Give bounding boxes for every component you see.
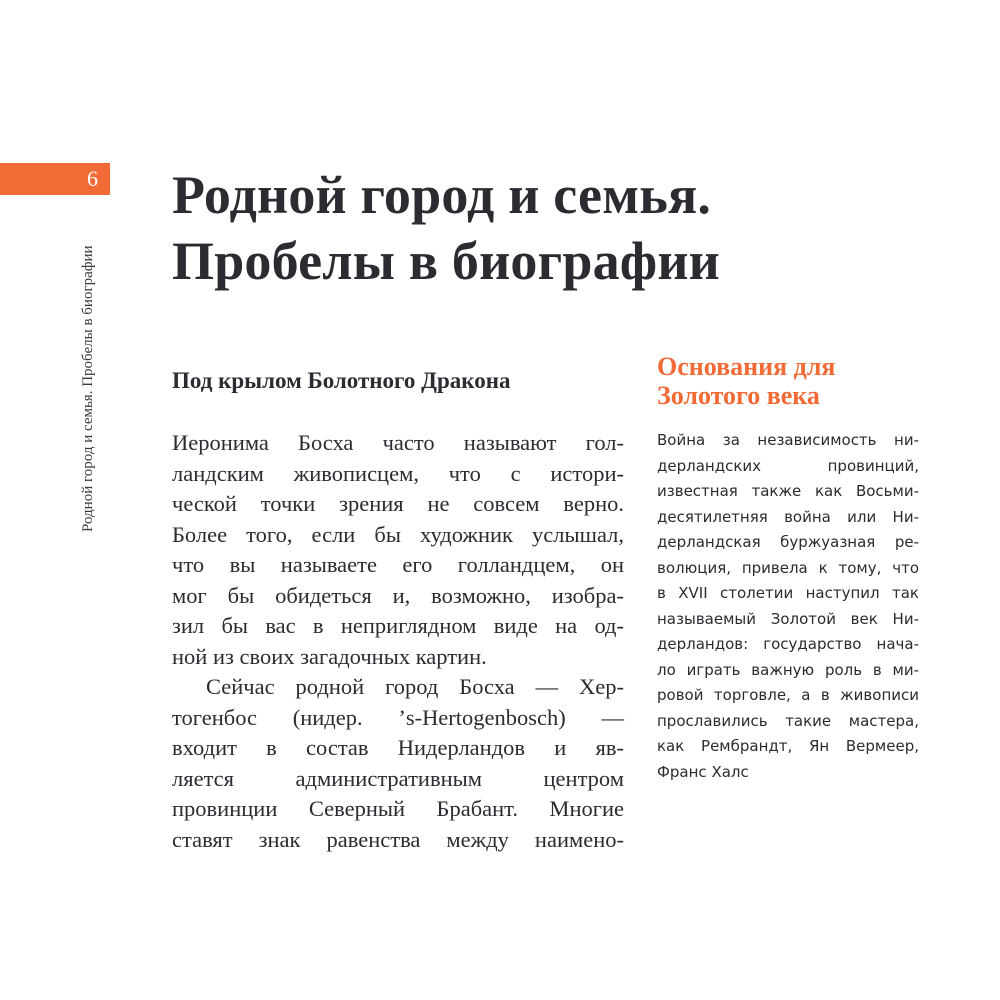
body-line: ной из своих загадочных картин. <box>172 643 487 669</box>
sidebar-line: прославились такие мастера, <box>657 711 919 730</box>
sidebar-heading <box>657 352 927 410</box>
main-body-text <box>172 428 624 855</box>
sidebar-line: ло играть важную роль в ми- <box>657 660 919 679</box>
sidebar-line: называемый Золотой век Ни- <box>657 609 919 628</box>
body-line: мог бы обидеться и, возможно, изобра- <box>172 582 624 608</box>
sidebar-line: дерландская буржуазная ре- <box>657 533 919 551</box>
section-heading: Под крылом Болотного Дракона <box>172 368 511 393</box>
sidebar-line: дерландских провинций, <box>657 456 919 475</box>
sidebar-heading-line-2: Золотого века <box>657 381 820 410</box>
page-title-line-2: Пробелы в биографии <box>172 231 720 291</box>
sidebar-body-text <box>657 428 919 785</box>
body-line: что вы называете его голландцем, он <box>172 552 624 577</box>
body-line: Иеронима Босха часто называют гол- <box>172 430 624 455</box>
sidebar-line: Война за независимость ни- <box>657 431 919 449</box>
body-line: входит в состав Нидерландов и яв- <box>172 735 624 760</box>
body-line: ческой точки зрения не совсем верно. <box>172 491 624 516</box>
page-title-line-1: Родной город и семья. <box>172 165 712 225</box>
body-line: Сейчас родной город Босха — Хер- <box>206 674 624 699</box>
sidebar-line: в XVII столетии наступил так <box>657 584 919 602</box>
page-number: 6 <box>87 166 98 191</box>
running-head: Родной город и семья. Пробелы в биографии <box>80 245 96 532</box>
page-number-tab <box>0 163 110 195</box>
sidebar-line: дерландов: государство нача- <box>657 635 919 653</box>
body-line: ставят знак равенства между наимено- <box>172 826 624 852</box>
sidebar-line: ровой торговле, а в живописи <box>657 686 919 704</box>
sidebar-line: волюция, привела к тому, что <box>657 558 919 577</box>
sidebar-heading-line-1: Основания для <box>657 352 836 381</box>
body-line: ляется административным центром <box>172 765 624 791</box>
body-line: Более того, если бы художник услышал, <box>172 521 624 547</box>
sidebar-line: как Рембрандт, Ян Вермеер, <box>657 737 919 755</box>
body-line: тогенбос (нидер. ’s-Hertogenbosch) — <box>172 704 624 730</box>
body-line: зил бы вас в неприглядном виде на од- <box>172 613 624 638</box>
sidebar-line: известная также как Восьми- <box>657 482 919 500</box>
body-line: провинции Северный Брабант. Многие <box>172 796 624 821</box>
sidebar-line: десятилетняя война или Ни- <box>657 507 919 526</box>
page-title <box>172 162 972 294</box>
body-line: ландским живописцем, что с истори- <box>172 460 624 486</box>
sidebar-line: Франс Халс <box>657 762 749 781</box>
